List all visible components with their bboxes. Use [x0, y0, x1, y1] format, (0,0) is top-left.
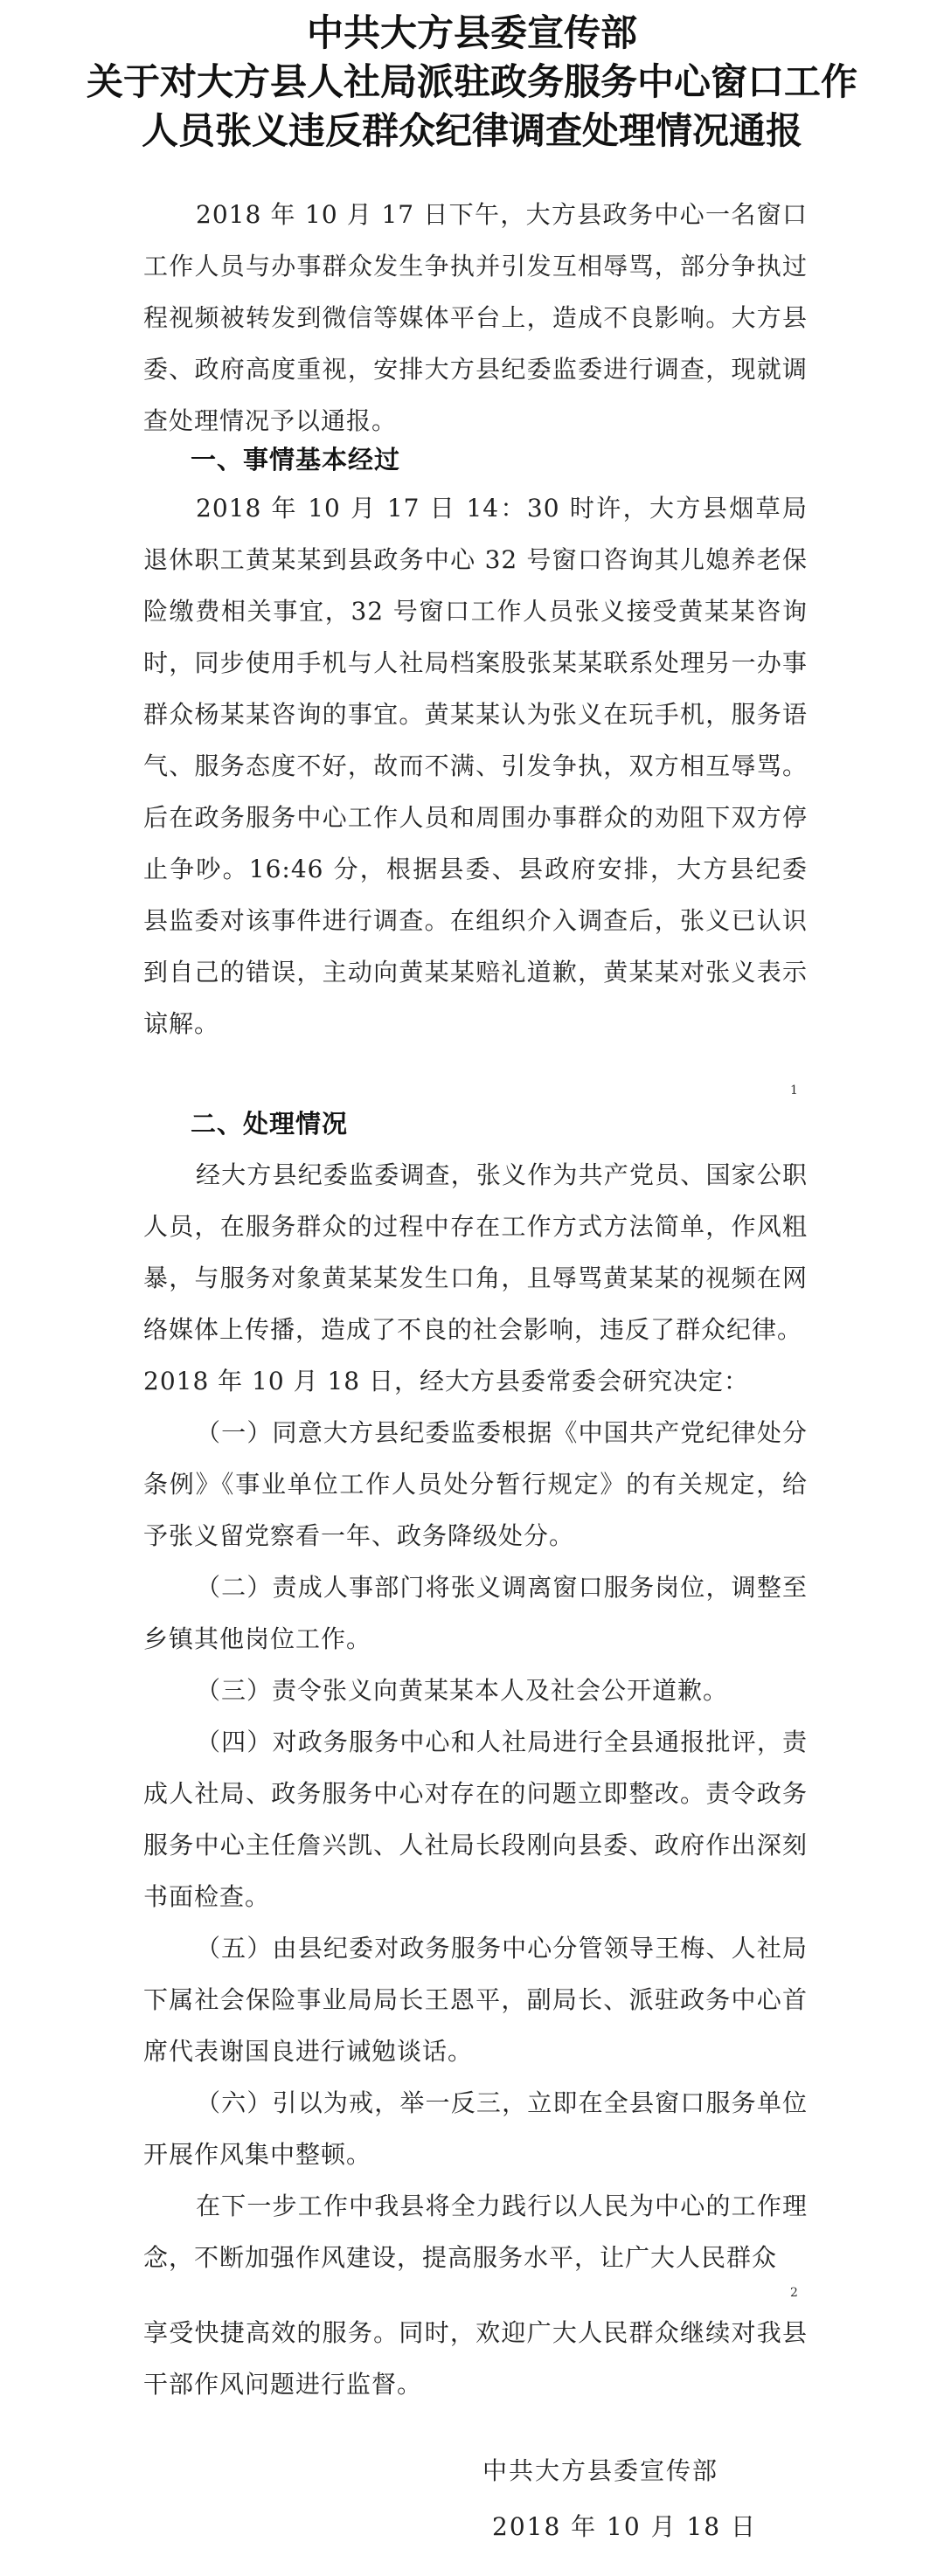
decision-item-1: （一）同意大方县纪委监委根据《中国共产党纪律处分条例》《事业单位工作人员处分暂行规定》的有关规定，给予张义留党察看一年、政务降级处分。: [143, 1418, 808, 1550]
page-number: 2: [790, 2286, 798, 2300]
section-1-body: 2018 年 10 月 17 日 14：30 时许，大方县烟草局退休职工黄某某到县政务中心 32 号窗口咨询其儿媳养老保险缴费相关事宜，32 号窗口工作人员张义接受黄某某咨询时，同步使用手机与人社局档案股张某某联系处理另一办事群众杨某某咨询的事宜。黄某某认为张义在玩手机，服务语气、服务态度不好，故而不满、引发争执，双方相互辱骂。后在政务服务中心工作人员和周围办事群众的劝阻下双方停止争吵。16:46 分，根据县委、县政府安排，大方县纪委县监委对该事件进行调查。在组织介入调查后，张义已认识到自己的错误，主动向黄某某赔礼道歉，黄某某对张义表示谅解。: [143, 494, 808, 1038]
intro-paragraph: 2018 年 10 月 17 日下午，大方县政务中心一名窗口工作人员与办事群众发生争执并引发互相辱骂，部分争执过程视频被转发到微信等媒体平台上，造成不良影响。大方县委、政府高度重视，安排大方县纪委监委进行调查，现就调查处理情况予以通报。: [143, 200, 808, 435]
signature-organization: 中共大方县委宣传部: [482, 2456, 719, 2485]
decision-item-2: （二）责成人事部门将张义调离窗口服务岗位，调整至乡镇其他岗位工作。: [143, 1573, 808, 1653]
document-title-line-3: 人员张义违反群众纪律调查处理情况通报: [141, 109, 802, 152]
page-number: 1: [790, 1084, 798, 1098]
decision-item-4: （四）对政务服务中心和人社局进行全县通报批评，责成人社局、政务服务中心对存在的问题立即整改。责令政务服务中心主任詹兴凯、人社局长段刚向县委、政府作出深刻书面检查。: [143, 1728, 808, 1911]
section-2-heading: 二、处理情况: [191, 1109, 349, 1139]
document-title-line-2: 关于对大方县人社局派驻政务服务中心窗口工作: [86, 60, 857, 103]
section-2-body: 经大方县纪委监委调查，张义作为共产党员、国家公职人员，在服务群众的过程中存在工作方式方法简单，作风粗暴，与服务对象黄某某发生口角，且辱骂黄某某的视频在网络媒体上传播，造成了不良的社会影响，违反了群众纪律。: [143, 1160, 808, 1344]
closing-paragraph-part-1: 在下一步工作中我县将全力践行以人民为中心的工作理念，不断加强作风建设，提高服务水平，让广大人民群众: [143, 2192, 808, 2272]
decision-item-5: （五）由县纪委对政务服务中心分管领导王梅、人社局下属社会保险事业局局长王恩平，副局长、派驻政务中心首席代表谢国良进行诫勉谈话。: [143, 1934, 808, 2066]
signature-date: 2018 年 10 月 18 日: [492, 2512, 758, 2541]
section-1-heading: 一、事情基本经过: [191, 445, 401, 474]
decision-item-3: （三）责令张义向黄某某本人及社会公开道歉。: [196, 1676, 729, 1705]
decision-item-6: （六）引以为戒，举一反三，立即在全县窗口服务单位开展作风集中整顿。: [143, 2088, 808, 2169]
closing-paragraph-part-2: 享受快捷高效的服务。同时，欢迎广大人民群众继续对我县干部作风问题进行监督。: [143, 2318, 808, 2399]
decision-line: 2018 年 10 月 18 日，经大方县委常委会研究决定：: [143, 1367, 750, 1395]
document-title-line-1: 中共大方县委宣传部: [306, 11, 637, 54]
